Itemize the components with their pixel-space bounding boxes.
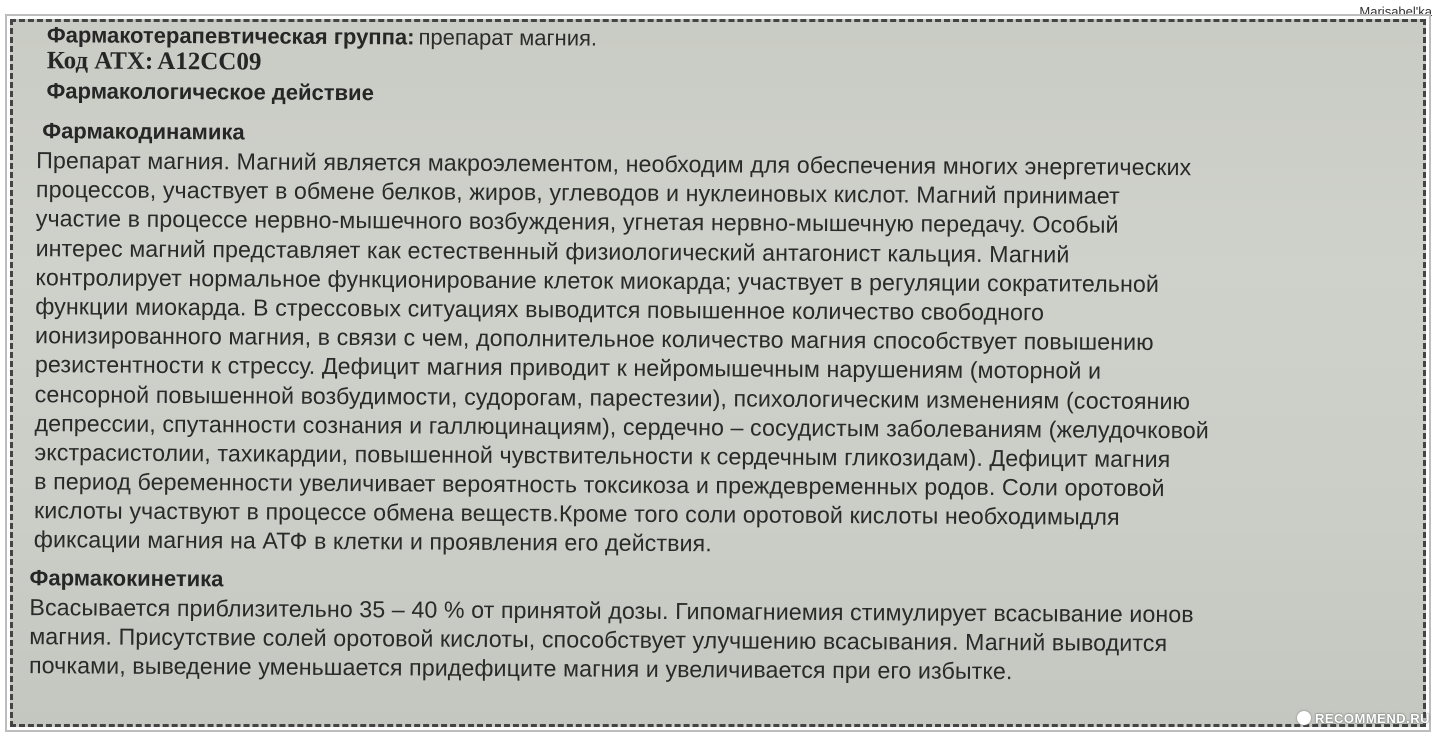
pharmacodynamics-line: экстрасистолии, тахикардии, повышенной чувствительности к сердечным гликозидам). Дефицит магния (34, 439, 1171, 472)
pharmacokinetics-line: почками, выведение уменьшается придефиците магния и увеличивается при его избытке. (28, 652, 1013, 685)
recommend-watermark-text: RECOMMEND.RU (1314, 711, 1430, 726)
pharmacodynamics-line: процессов, участвует в обмене белков, жиров, углеводов и нуклеиновых кислот. Магний принимает (35, 176, 1120, 209)
pharmacodynamics-line: в период беременности увеличивает вероятность токсикоза и преждевременных родов. Соли оротовой (34, 468, 1165, 502)
pharmacodynamics-line: интерес магний представляет как естественный физиологический антагонист кальция. Магний (35, 234, 1070, 268)
document-sheet (10, 22, 1423, 727)
pharmacokinetics-line: Всасывается приблизительно 35 – 40 % от принятой дозы. Гипомагниемия стимулирует всасывание ионов (29, 593, 1194, 627)
recommend-watermark (1297, 711, 1430, 726)
pharmacotherapeutic-group-label: Фармакотерапевтическая группа: (46, 22, 415, 50)
pharmacodynamics-line: функции миокарда. В стрессовых ситуациях выводится повышенное количество свободного (35, 293, 1045, 326)
author-watermark: Marisabel'ka (1359, 4, 1432, 19)
pharmacokinetics-title: Фармакокинетика (29, 564, 224, 591)
pharmacodynamics-line: депрессии, спутанности сознания и галлюцинациям), сердечно – сосудистым заболеваниям (желудочковой (34, 409, 1209, 444)
recommend-logo-icon (1297, 711, 1311, 725)
pharmacological-action-title: Фармакологическое действие (46, 78, 374, 106)
pharmacodynamics-title: Фармакодинамика (42, 118, 245, 145)
pharmacokinetics-body (29, 593, 1410, 689)
pharmacodynamics-line: ионизированного магния, в связи с чем, дополнительное количество магния способствует повышению (35, 322, 1154, 356)
atx-code-value: A12CC09 (157, 47, 262, 76)
pharmacological-action-line (46, 78, 1412, 112)
pharmacodynamics-line: кислоты участвуют в процессе обмена веществ.Кроме того соли оротовой кислоты необходимыдля (33, 497, 1120, 531)
pharmacodynamics-line: контролирует нормальное функционирование клеток миокарда; участвует в регуляции сократительной (35, 263, 1160, 297)
pharmacodynamics-line: Препарат магния. Магний является макроэлементом, необходим для обеспечения многих энергетических (36, 147, 1192, 181)
pharmacodynamics-line: резистентности к стрессу. Дефицит магния приводит к нейромышечным нарушениям (моторной и (34, 351, 1102, 384)
photo-frame (10, 19, 1426, 727)
pharmacotherapeutic-group-value: препарат магния. (418, 24, 598, 51)
atx-code-label: Код АТХ: (46, 47, 154, 75)
pharmacodynamics-body (34, 146, 1412, 563)
pharmacodynamics-line: сенсорной повышенной возбудимости, судорогам, парестезии), психологическим изменениям (состоянию (34, 380, 1191, 414)
pharmacokinetics-line: магния. Присутствие солей оротовой кислоты, способствует улучшению всасывания. Магний выводится (29, 622, 1168, 656)
pharmacodynamics-line: участие в процессе нервно-мышечного возбуждения, угнетая нервно-мышечную передачу. Особый (35, 205, 1119, 239)
pharmacodynamics-line: фиксации магния на АТФ в клетки и проявления его действия. (33, 526, 712, 557)
